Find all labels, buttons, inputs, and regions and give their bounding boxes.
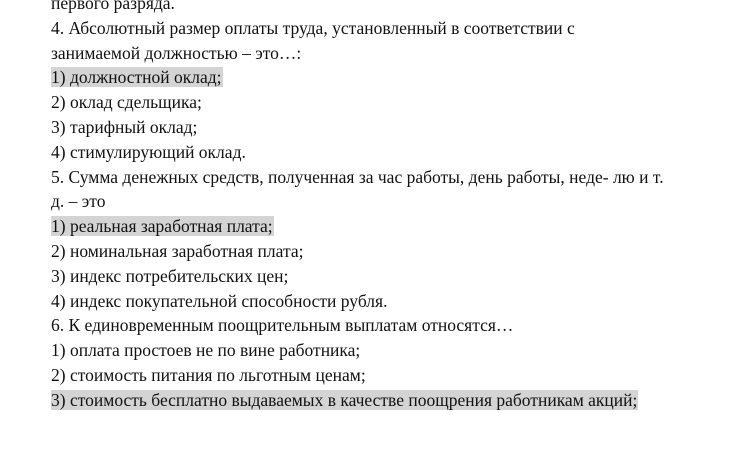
line-text: 6. К единовременным поощрительным выплатам относятся… <box>51 315 514 336</box>
line-text: 4. Абсолютный размер оплаты труда, установленный в соответствии с <box>51 17 575 38</box>
question-5-line-1 <box>51 165 731 190</box>
answer-6-2 <box>51 363 731 388</box>
highlighted-answer: 1) должностной оклад; <box>51 67 222 88</box>
line-text: 3) тарифный оклад; <box>51 116 198 137</box>
answer-5-4 <box>51 289 731 314</box>
answer-4-4 <box>51 140 731 165</box>
line-text: первого разряда. <box>51 0 175 13</box>
document-page <box>51 0 731 413</box>
answer-5-1 <box>51 214 731 239</box>
line-text: занимаемой должностью – это…: <box>51 42 302 63</box>
highlighted-answer: 1) реальная заработная плата; <box>51 216 273 237</box>
answer-4-1 <box>51 65 731 90</box>
line-text: 2) номинальная заработная плата; <box>51 240 304 261</box>
line-text: 4) стимулирующий оклад. <box>51 141 246 162</box>
line-text: 1) оплата простоев не по вине работника; <box>51 340 361 361</box>
question-4-line-2 <box>51 41 731 66</box>
text-line <box>51 0 731 16</box>
answer-4-2 <box>51 90 731 115</box>
question-4-line-1 <box>51 16 731 41</box>
answer-4-3 <box>51 115 731 140</box>
line-text: 2) стоимость питания по льготным ценам; <box>51 364 366 385</box>
question-6-line-1 <box>51 313 731 338</box>
line-text: д. – это <box>51 191 106 212</box>
answer-6-3 <box>51 388 731 413</box>
highlighted-answer: 3) стоимость бесплатно выдаваемых в качестве поощрения работникам акций; <box>51 389 638 410</box>
answer-6-1 <box>51 338 731 363</box>
line-text: 4) индекс покупательной способности рубля. <box>51 290 388 311</box>
line-text: 2) оклад сдельщика; <box>51 92 202 113</box>
line-text: 5. Сумма денежных средств, полученная за час работы, день работы, неде- лю и т. <box>51 166 664 187</box>
line-text: 3) индекс потребительских цен; <box>51 265 289 286</box>
question-5-line-2 <box>51 189 731 214</box>
answer-5-2 <box>51 239 731 264</box>
answer-5-3 <box>51 264 731 289</box>
